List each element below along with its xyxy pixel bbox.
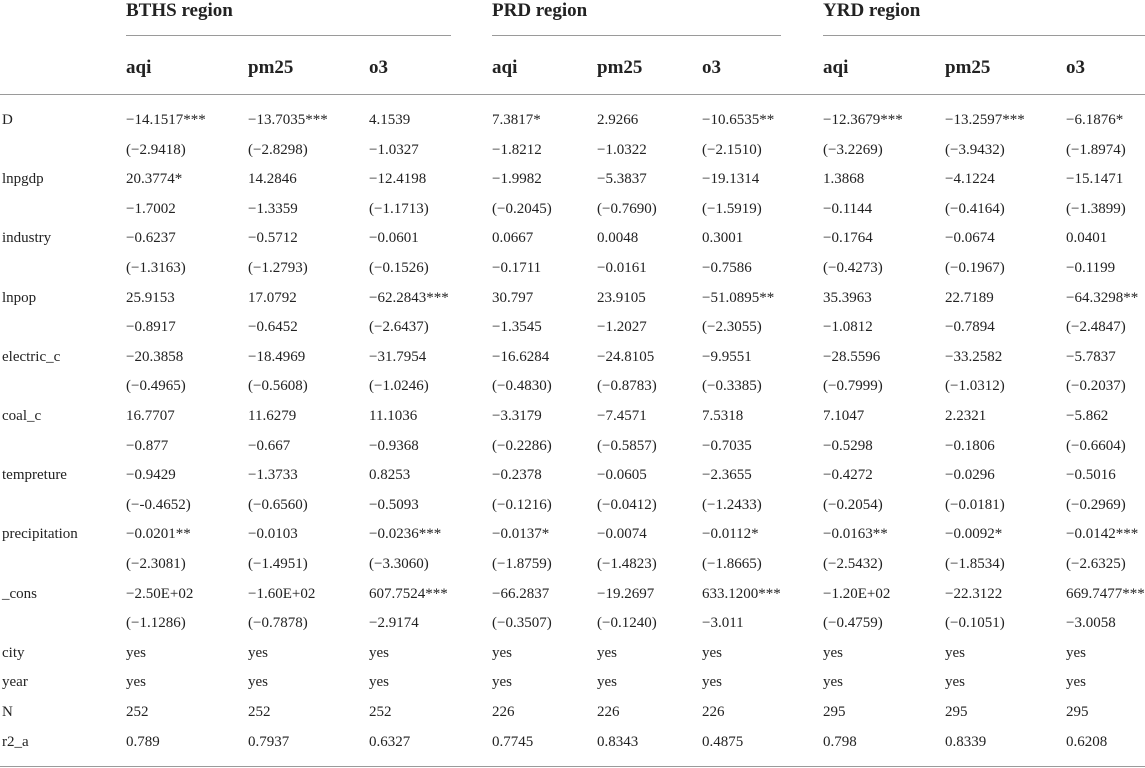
table-cell: 295 [945,704,968,720]
table-cell: (−0.4164) [945,200,1005,217]
table-cell: (−3.3060) [369,556,429,572]
table-cell: 35.3963 [823,289,872,306]
table-cell: 2.2321 [945,408,987,424]
table-cell: −1.60E+02 [248,585,316,602]
table-cell: −1.3733 [248,467,298,484]
table-cell: −0.7035 [702,437,752,454]
table-cell: (−0.0412) [597,496,657,513]
table-cell: (−1.1286) [126,615,186,632]
table-cell: 22.7189 [945,289,994,306]
table-cell: −1.20E+02 [823,585,891,602]
table-cell: 226 [492,704,515,720]
table-cell: yes [492,644,512,661]
table-cell: −1.0322 [597,141,647,158]
table-cell: −15.1471 [1066,171,1124,188]
table-cell: −0.5016 [1066,467,1116,484]
table-cell: (−1.0246) [369,378,429,395]
table-cell: 226 [702,704,725,720]
table-row [0,106,1145,135]
table-cell: yes [597,674,617,691]
column-header: aqi [823,57,849,78]
table-cell: (−0.7690) [597,200,657,217]
region-header-yrd: YRD region [823,0,921,21]
table-row [0,520,1145,549]
table-cell: 0.8343 [597,733,639,750]
table-cell: −1.8212 [492,141,542,158]
table-cell: −0.1199 [1066,260,1116,276]
table-cell: (−1.3899) [1066,200,1126,217]
table-cell: (−2.6437) [369,319,429,336]
table-cell: 226 [597,704,620,720]
table-cell: −0.877 [126,437,169,454]
column-header: o3 [1066,57,1085,78]
table-cell: −10.6535** [702,112,775,128]
row-label: lnpop [2,289,37,306]
table-cell: 252 [369,704,392,720]
table-cell: (−1.3163) [126,260,186,276]
row-label: r2_a [2,733,29,750]
table-cell: −0.6237 [126,230,176,247]
table-cell: −3.0058 [1066,615,1116,632]
table-row [0,432,1145,461]
table-cell: −66.2837 [492,585,550,602]
table-cell: −0.0103 [248,526,298,543]
table-cell: (−1.4951) [248,556,308,572]
table-cell: −16.6284 [492,348,550,365]
table-cell: (−2.5432) [823,556,883,572]
table-cell: (−0.1526) [369,260,429,276]
table-cell: −1.3545 [492,319,542,336]
table-cell: 0.3001 [702,230,744,247]
table-cell: −0.5093 [369,496,419,513]
table-cell: (−0.0181) [945,496,1005,513]
table-cell: (−0.4759) [823,615,883,632]
table-cell: −0.7586 [702,260,752,276]
region-header-bths: BTHS region [126,0,233,21]
table-cell: −0.0201** [126,526,191,543]
table-cell: −5.3837 [597,171,647,188]
table-cell: yes [1066,674,1086,691]
table-cell: (−2.3081) [126,556,186,572]
table-cell: (−1.2433) [702,496,762,513]
table-cell: −64.3298** [1066,289,1139,306]
region-underline-yrd [823,35,1145,36]
table-cell: −0.0674 [945,230,995,247]
table-cell: −0.0605 [597,467,647,484]
table-cell: 669.7477*** [1066,585,1145,602]
table-cell: 0.6208 [1066,733,1108,750]
table-cell: (−1.0312) [945,378,1005,395]
bottom-rule [0,766,1145,767]
table-cell: 633.1200*** [702,585,781,602]
table-cell: (−0.1967) [945,260,1005,276]
table-cell: −33.2582 [945,348,1003,365]
table-cell: −9.9551 [702,348,752,365]
table-cell: (−0.3385) [702,378,762,395]
table-cell: yes [702,674,722,691]
table-cell: (−0.2045) [492,200,552,217]
table-row [0,343,1145,372]
table-cell: 7.5318 [702,408,744,424]
table-cell: yes [126,674,146,691]
table-cell: yes [369,644,389,661]
table-cell: 0.6327 [369,733,411,750]
table-cell: 0.8253 [369,467,411,484]
table-cell: −1.0327 [369,141,419,158]
table-row [0,491,1145,520]
table-cell: −20.3858 [126,348,184,365]
row-label: industry [2,230,52,247]
column-header: aqi [126,57,152,78]
table-cell: (−0.2037) [1066,378,1126,395]
table-cell: −0.9429 [126,467,176,484]
table-cell: −0.8917 [126,319,176,336]
table-cell: 4.1539 [369,112,411,128]
row-label: N [2,704,13,720]
table-cell: yes [945,674,965,691]
table-cell: −22.3122 [945,585,1003,602]
table-cell: (−1.4823) [597,556,657,572]
table-row [0,313,1145,342]
table-cell: yes [126,644,146,661]
table-cell: −0.0142*** [1066,526,1139,543]
table-cell: −1.9982 [492,171,542,188]
table-cell: 0.0401 [1066,230,1108,247]
table-row [0,284,1145,313]
column-header: aqi [492,57,518,78]
table-cell: −3.3179 [492,408,542,424]
table-cell: −51.0895** [702,289,775,306]
table-cell: −12.3679*** [823,112,903,128]
table-cell: 0.0048 [597,230,639,247]
table-cell: (−3.9432) [945,141,1005,158]
table-cell: 295 [823,704,846,720]
table-cell: 607.7524*** [369,585,448,602]
region-underline-prd [492,35,781,36]
table-cell: −0.5298 [823,437,873,454]
table-cell: −0.7894 [945,319,995,336]
table-row [0,195,1145,224]
column-header: o3 [702,57,721,78]
table-cell: −1.7002 [126,200,176,217]
row-label: city [2,644,25,661]
table-cell: (−0.8783) [597,378,657,395]
table-cell: −0.0092* [945,526,1003,543]
table-cell: (−0.6604) [1066,437,1126,454]
region-header-prd: PRD region [492,0,588,21]
row-label: electric_c [2,348,61,365]
table-cell: 1.3868 [823,171,865,188]
table-cell: yes [702,644,722,661]
table-cell: (−1.5919) [702,200,762,217]
table-cell: −0.0112* [702,526,759,543]
table-cell: 252 [248,704,271,720]
table-row [0,698,1145,727]
table-cell: 14.2846 [248,171,297,188]
table-cell: −13.2597*** [945,112,1025,128]
table-cell: (−2.1510) [702,141,762,158]
table-row [0,372,1145,401]
table-cell: 20.3774* [126,171,183,188]
table-cell: (−1.8665) [702,556,762,572]
table-cell: 0.8339 [945,733,987,750]
table-row [0,165,1145,194]
table-cell: 25.9153 [126,289,175,306]
row-label: lnpgdp [2,171,44,188]
table-cell: (−-0.4652) [126,496,191,513]
table-cell: (−1.2793) [248,260,308,276]
table-cell: 30.797 [492,289,534,306]
table-row [0,728,1145,757]
column-header: pm25 [597,57,643,78]
table-cell: (−0.5608) [248,378,308,395]
table-cell: −5.7837 [1066,348,1116,365]
column-header: o3 [369,57,388,78]
table-cell: −2.50E+02 [126,585,194,602]
table-cell: 0.4875 [702,733,744,750]
table-cell: −0.2378 [492,467,542,484]
row-label: precipitation [2,526,78,543]
table-cell: yes [1066,644,1086,661]
table-cell: (−0.6560) [248,496,308,513]
table-row [0,224,1145,253]
table-cell: −0.4272 [823,467,873,484]
table-cell: −12.4198 [369,171,427,188]
table-cell: −0.0163** [823,526,888,543]
table-cell: 0.0667 [492,230,534,247]
table-cell: −24.8105 [597,348,655,365]
table-row [0,402,1145,431]
column-header: pm25 [248,57,294,78]
table-cell: −19.2697 [597,585,655,602]
row-label: year [2,674,28,691]
table-cell: (−2.9418) [126,141,186,158]
table-cell: −0.1144 [823,200,873,217]
table-cell: 0.7745 [492,733,534,750]
table-cell: −1.2027 [597,319,647,336]
table-cell: 11.1036 [369,408,418,424]
table-cell: −0.667 [248,437,291,454]
table-cell: (−2.4847) [1066,319,1126,336]
table-cell: −62.2843*** [369,289,449,306]
table-cell: −3.011 [702,615,744,632]
table-cell: (−0.7999) [823,378,883,395]
table-cell: yes [823,674,843,691]
table-cell: −0.0601 [369,230,419,247]
table-cell: (−0.4830) [492,378,552,395]
table-cell: −13.7035*** [248,112,328,128]
table-cell: 0.798 [823,733,857,750]
table-row [0,609,1145,638]
table-row [0,550,1145,579]
table-cell: (−0.2054) [823,496,883,513]
table-cell: (−0.2969) [1066,496,1126,513]
table-cell: −0.5712 [248,230,298,247]
table-cell: (−1.8534) [945,556,1005,572]
table-cell: yes [248,674,268,691]
table-cell: −0.6452 [248,319,298,336]
table-cell: 0.7937 [248,733,290,750]
table-cell: −0.0236*** [369,526,442,543]
table-cell: 7.3817* [492,112,541,128]
table-cell: yes [597,644,617,661]
table-cell: yes [492,674,512,691]
table-cell: (−2.6325) [1066,556,1126,572]
row-label: tempreture [2,467,67,484]
table-cell: (−0.4965) [126,378,186,395]
table-cell: 295 [1066,704,1089,720]
row-label: _cons [2,585,37,602]
table-cell: −1.0812 [823,319,873,336]
table-cell: 252 [126,704,149,720]
column-header: pm25 [945,57,991,78]
table-cell: −14.1517*** [126,112,206,128]
table-row [0,461,1145,490]
table-cell: −5.862 [1066,408,1109,424]
table-cell: −19.1314 [702,171,760,188]
table-cell: (−2.8298) [248,141,308,158]
table-cell: (−3.2269) [823,141,883,158]
table-cell: (−0.1051) [945,615,1005,632]
table-cell: −28.5596 [823,348,881,365]
table-cell: (−1.8759) [492,556,552,572]
table-row [0,136,1145,165]
table-row [0,668,1145,697]
table-cell: 2.9266 [597,112,639,128]
table-cell: (−0.1240) [597,615,657,632]
table-cell: yes [823,644,843,661]
table-cell: (−0.1216) [492,496,552,513]
table-cell: (−1.1713) [369,200,429,217]
table-cell: −31.7954 [369,348,427,365]
table-cell: −2.3655 [702,467,752,484]
table-cell: −18.4969 [248,348,306,365]
table-cell: 16.7707 [126,408,175,424]
table-cell: 11.6279 [248,408,297,424]
table-cell: −0.1711 [492,260,542,276]
table-cell: (−0.2286) [492,437,552,454]
table-cell: −0.1764 [823,230,873,247]
table-cell: (−0.3507) [492,615,552,632]
table-cell: −0.0074 [597,526,647,543]
table-cell: −0.0161 [597,260,647,276]
region-underline-bths [126,35,451,36]
table-cell: (−1.8974) [1066,141,1126,158]
table-cell: (−2.3055) [702,319,762,336]
table-cell: −0.0137* [492,526,550,543]
table-cell: (−0.5857) [597,437,657,454]
table-cell: 23.9105 [597,289,646,306]
table-row [0,254,1145,283]
table-cell: −0.1806 [945,437,995,454]
table-cell: yes [369,674,389,691]
table-cell: yes [945,644,965,661]
table-cell: −2.9174 [369,615,419,632]
row-label: D [2,112,13,128]
table-cell: −4.1224 [945,171,995,188]
table-cell: (−0.7878) [248,615,308,632]
table-cell: −7.4571 [597,408,647,424]
table-cell: 0.789 [126,733,160,750]
table-row [0,580,1145,609]
table-cell: 7.1047 [823,408,865,424]
table-cell: −6.1876* [1066,112,1124,128]
table-cell: −1.3359 [248,200,298,217]
table-cell: 17.0792 [248,289,297,306]
table-cell: (−0.4273) [823,260,883,276]
row-label: coal_c [2,408,42,424]
table-cell: yes [248,644,268,661]
header-rule [0,94,1145,95]
table-row [0,639,1145,668]
table-cell: −0.9368 [369,437,419,454]
table-cell: −0.0296 [945,467,995,484]
